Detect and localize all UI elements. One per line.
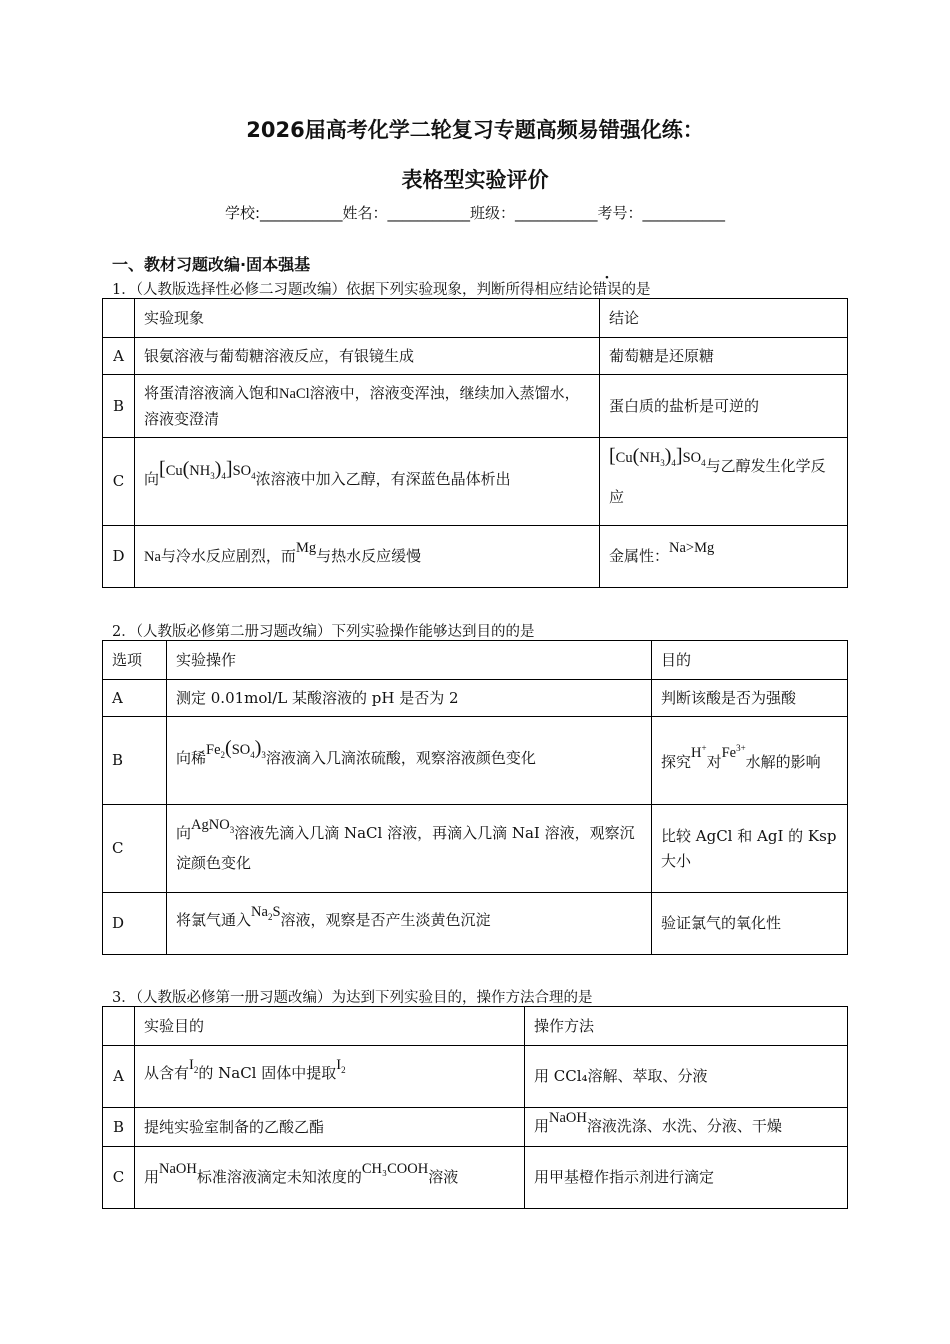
cell-text: 向稀 [176,748,207,767]
option-label: C [103,438,135,526]
table-row [103,338,848,375]
table-cell [135,526,600,588]
table-header-row [103,641,848,680]
cell-text: 从含有 [144,1064,190,1083]
cell-text: 对 [706,752,722,771]
table-cell [135,438,600,526]
section-heading: 一、教材习题改编·固本强基 [112,255,311,274]
chem-formula: Na [144,548,161,565]
table-cell: 提纯实验室制备的乙酸乙酯 [135,1108,525,1147]
page-title: 2026届高考化学二轮复习专题高频易错强化练： [246,118,704,142]
table-cell [103,299,135,338]
table-row [103,526,848,588]
chem-formula: $Fe^{3+}$ [721,743,746,762]
student-info-line: 学校:___________姓名：___________班级：___________考号：___________ [224,204,726,222]
cell-text: 与热水反应缓慢 [316,546,422,565]
table-row [103,375,848,438]
chem-formula: $Fe_2(SO_4)_3$ [206,736,266,760]
cell-text: 水解的影响 [745,752,821,771]
chem-formula: $I_2$ [189,1057,199,1075]
table-row [103,1147,848,1209]
table-header: 结论 [600,299,848,338]
option-label: C [103,805,167,893]
question-2-stem: 2．（人教版必修第二册习题改编）下列实验操作能够达到目的的是 [112,624,535,640]
table-cell [652,717,848,805]
cell-text: 的 NaCl 固体中提取 [198,1064,337,1083]
table-cell [135,1147,525,1209]
cell-text: 溶液 [428,1167,459,1186]
table-header: 目的 [652,641,848,680]
emphasis-text: 错误 [592,282,622,298]
option-label: B [103,1108,135,1147]
question-2-table [102,640,848,955]
chem-formula: NaCl [279,385,310,402]
table-header: 实验现象 [135,299,600,338]
option-label: C [103,1147,135,1209]
table-cell: 比较 AgCl 和 AgI 的 Ksp 大小 [652,805,848,893]
page-subtitle: 表格型实验评价 [401,168,549,192]
cell-text: 浓溶液中加入乙醇，有深蓝色晶体析出 [255,469,511,488]
table-row [103,893,848,955]
cell-text: 向 [144,469,160,488]
chem-formula: Na>Mg [669,539,715,556]
table-cell [600,526,848,588]
cell-text: 标准溶液滴定未知浓度的 [196,1167,362,1186]
chem-formula: $[Cu(NH_3)_4]SO_4$ [609,445,706,468]
question-1-stem-end: 的是 [621,282,651,298]
table-cell: 葡萄糖是还原糖 [600,338,848,375]
cell-text: 溶液中，溶液变浑浊，继续加入蒸馏水，溶液变澄清 [144,383,580,428]
cell-text: 用 [534,1117,550,1135]
table-header: 实验目的 [135,1007,525,1046]
cell-text: 溶液，观察是否产生淡黄色沉淀 [280,911,491,930]
question-3-table [102,1006,848,1209]
table-cell: 蛋白质的盐析是可逆的 [600,375,848,438]
cell-text: 探究 [661,752,692,771]
cell-text: 用 [144,1167,160,1186]
question-1-stem [112,278,650,299]
question-1-stem-text: 1．（人教版选择性必修二习题改编）依据下列实验现象，判断所得相应结论 [112,282,593,298]
table-header-row [103,299,848,338]
cell-text: 将蛋清溶液滴入饱和 [144,383,280,402]
cell-text: 与乙醇发生化学反应 [609,457,826,506]
table-cell [167,805,652,893]
cell-text: 溶液先滴入几滴 NaCl 溶液，再滴入几滴 NaI 溶液，观察沉淀颜色变化 [176,823,635,873]
chem-formula: NaOH [549,1110,587,1126]
table-row [103,805,848,893]
table-row [103,438,848,526]
table-cell: 用甲基橙作指示剂进行滴定 [525,1147,848,1209]
table-header: 选项 [103,641,167,680]
table-row [103,680,848,717]
table-cell [135,375,600,438]
chem-formula: $Na_2S$ [251,904,281,922]
cell-text: 溶液滴入几滴浓硫酸，观察溶液颜色变化 [265,748,536,767]
table-row [103,717,848,805]
table-header: 实验操作 [167,641,652,680]
table-cell: 判断该酸是否为强酸 [652,680,848,717]
chem-formula: Mg [295,539,317,556]
option-label: A [103,1046,135,1108]
cell-text: 金属性： [609,546,670,565]
table-cell [600,438,848,526]
chem-formula: NaOH [159,1160,197,1177]
table-cell: 测定 0.01mol/L 某酸溶液的 pH 是否为 2 [167,680,652,717]
cell-text: 将氯气通入 [176,911,252,930]
table-cell [167,717,652,805]
option-label: D [103,893,167,955]
table-cell: 验证氯气的氧化性 [652,893,848,955]
table-cell [167,893,652,955]
chem-formula: $[Cu(NH_3)_4]SO_4$ [159,457,256,481]
cell-text: 向 [176,823,192,842]
cell-text: 与冷水反应剧烈，而 [160,546,296,565]
chem-formula: H+ [691,743,707,762]
table-cell [525,1108,848,1147]
option-label: A [103,338,135,375]
chem-formula: AgNO$_3$ [191,816,235,835]
table-header: 操作方法 [525,1007,848,1046]
table-cell: 银氨溶液与葡萄糖溶液反应，有银镜生成 [135,338,600,375]
option-label: B [103,717,167,805]
question-1-table [102,298,848,588]
chem-formula: CH₃COOH [361,1160,429,1177]
option-label: B [103,375,135,438]
table-cell [135,1046,525,1108]
cell-text: 溶液洗涤、水洗、分液、干燥 [586,1117,782,1135]
option-label: D [103,526,135,588]
table-header-row [103,1007,848,1046]
table-cell [103,1007,135,1046]
option-label: A [103,680,167,717]
table-cell: 用 CCl₄溶解、萃取、分液 [525,1046,848,1108]
table-row [103,1108,848,1147]
table-row [103,1046,848,1108]
question-3-stem: 3．（人教版必修第一册习题改编）为达到下列实验目的，操作方法合理的是 [112,990,593,1006]
chem-formula: $I_2$ [336,1057,346,1075]
